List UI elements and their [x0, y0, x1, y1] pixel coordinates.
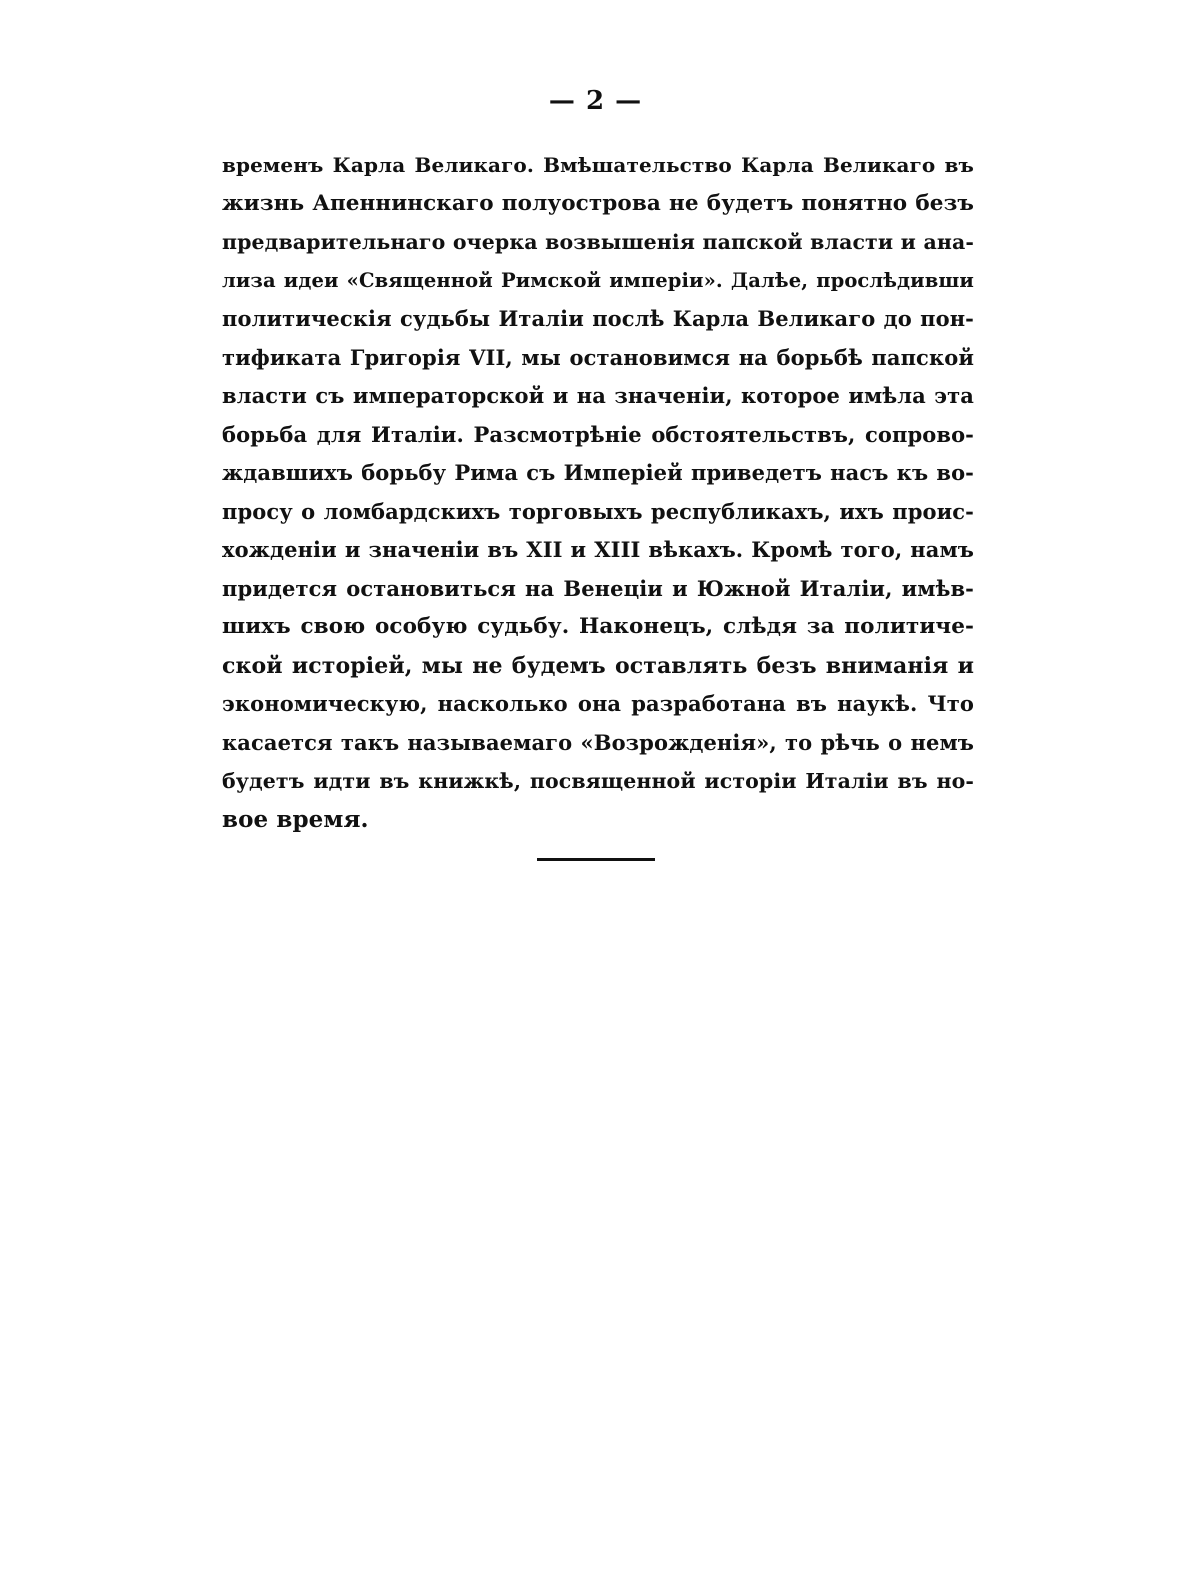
text-line: хожденіи и значеніи въ XII и XIII вѣкахъ. Кромѣ того, намъ	[222, 537, 974, 562]
text-line: борьба для Италіи. Разсмотрѣніе обстоятельствъ, сопрово-	[222, 421, 974, 447]
text-line: политическія судьбы Италіи послѣ Карла Великаго до пон-	[222, 306, 974, 331]
text-line: касается такъ называемаго «Возрожденія», то рѣчь о немъ	[222, 729, 974, 755]
text-line: экономическую, насколько она разработана въ наукѣ. Что	[222, 691, 974, 716]
page-number: — 2 —	[548, 86, 643, 116]
section-divider	[537, 858, 655, 861]
text-line: временъ Карла Великаго. Вмѣшательство Карла Великаго въ	[222, 153, 974, 177]
text-line: будетъ идти въ книжкѣ, посвященной исторіи Италіи въ но-	[222, 769, 974, 793]
text-line: ждавшихъ борьбу Рима съ Имперіей приведетъ насъ къ во-	[222, 460, 974, 485]
body-text	[222, 146, 974, 839]
text-line: придется остановиться на Венеціи и Южной Италіи, имѣв-	[222, 575, 974, 601]
text-line: просу о ломбардскихъ торговыхъ республикахъ, ихъ проис-	[222, 498, 974, 524]
text-line: тификата Григорія VII, мы остановимся на борьбѣ папской	[222, 344, 974, 370]
text-line: предварительнаго очерка возвышенія папской власти и ана-	[222, 230, 974, 254]
text-line: лиза идеи «Священной Римской имперіи». Далѣе, прослѣдивши	[222, 268, 974, 292]
text-line: ской исторіей, мы не будемъ оставлять безъ вниманія и	[222, 652, 974, 679]
text-line: жизнь Апеннинскаго полуострова не будетъ понятно безъ	[222, 190, 974, 216]
text-line: власти съ императорской и на значеніи, которое имѣла эта	[222, 383, 974, 408]
text-line: шихъ свою особую судьбу. Наконецъ, слѣдя за политиче-	[222, 614, 974, 639]
text-line-last: вое время.	[222, 805, 369, 833]
